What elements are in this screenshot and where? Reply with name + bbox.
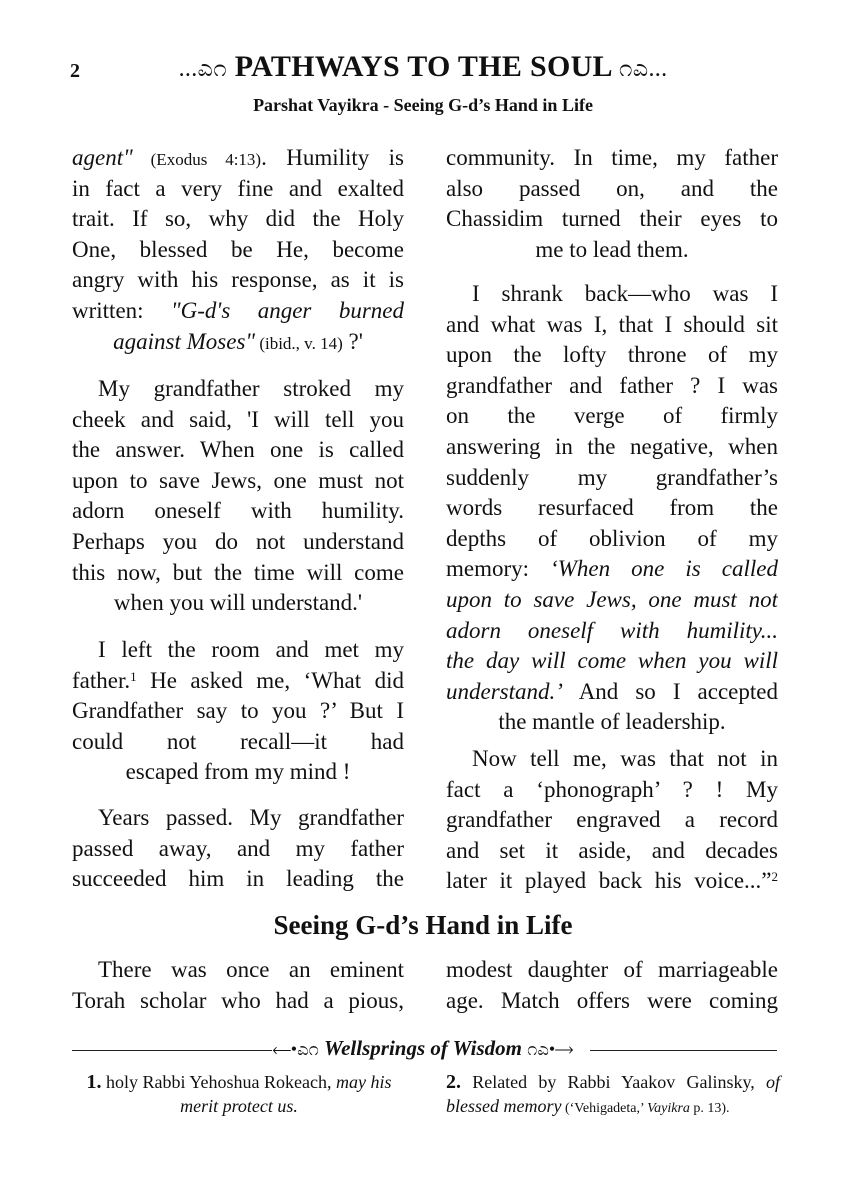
text-line — [446, 371, 778, 402]
text-line — [72, 496, 404, 527]
text-run: the answer. When one is called — [72, 437, 404, 463]
text-line — [72, 635, 404, 666]
paragraph — [72, 143, 404, 357]
text-run: Years passed. My grandfather — [98, 805, 404, 830]
text-line — [446, 463, 778, 494]
text-run: could not recall—it had — [72, 728, 404, 754]
text-line — [446, 340, 778, 371]
text-run: angry with his response, as it is — [72, 267, 404, 293]
text-line — [72, 558, 404, 589]
text-run: modest daughter of marriageable — [446, 957, 778, 982]
text-run: upon to save Jews, one must not — [72, 467, 404, 493]
text-run: answering in the negative, when — [446, 433, 778, 459]
text-line — [446, 554, 778, 585]
text-line — [446, 677, 778, 708]
paragraph — [72, 955, 404, 1016]
text-run: upon the lofty throne of my — [446, 342, 778, 368]
text-line — [72, 405, 404, 436]
text-line — [72, 435, 404, 466]
text-run: community. In time, my father — [446, 145, 778, 170]
text-run: adorn oneself with humility. — [72, 498, 404, 524]
text-line — [72, 864, 404, 895]
footnote-italic: of blessed memory — [446, 1072, 780, 1116]
text-line — [446, 235, 778, 266]
text-run: . Humility is — [261, 145, 404, 170]
text-line — [72, 374, 404, 405]
text-line — [446, 775, 778, 806]
footnote-italic: may his merit protect us. — [180, 1072, 392, 1116]
text-run: grandfather and father ? I was — [446, 372, 778, 398]
subtitle: Parshat Vayikra - Seeing G-d’s Hand in Life — [253, 95, 593, 115]
text-line — [72, 174, 404, 205]
text-run: upon to save Jews, one must not — [446, 586, 778, 612]
paragraph — [446, 143, 778, 265]
text-run: My grandfather stroked my — [98, 376, 404, 401]
text-run: And so I accepted — [562, 678, 778, 704]
paragraph — [72, 635, 404, 788]
text-run: grandfather engraved a record — [446, 807, 778, 833]
text-run: and what was I, that I should sit — [446, 311, 778, 337]
text-line — [446, 836, 778, 867]
text-run: Now tell me, was that not in — [472, 746, 778, 771]
text-run: There was once an eminent — [98, 957, 404, 982]
text-line — [72, 296, 404, 327]
footnote-ref: 2 — [771, 869, 778, 885]
text-line — [72, 204, 404, 235]
text-run: suddenly my grandfather’s — [446, 464, 778, 490]
footnote-source: (‘Vehigadeta,’ — [561, 1101, 648, 1116]
text-run: (ibid., v. 14) — [255, 333, 343, 353]
text-line — [446, 646, 778, 677]
text-line — [72, 143, 404, 174]
text-run: later it played back his voice...” — [446, 868, 772, 894]
text-line — [72, 327, 404, 358]
text-run: passed away, and my father — [72, 835, 404, 861]
footnote-text: Related by Rabbi Yaakov Galinsky, — [461, 1072, 766, 1092]
text-line — [72, 834, 404, 865]
text-run: fact a ‘phonograph’ ? ! My — [446, 776, 778, 802]
paragraph — [446, 744, 778, 897]
text-run: the mantle of leadership. — [498, 709, 726, 735]
text-line — [72, 466, 404, 497]
ornament-right-icon: ೧ಎ... — [619, 56, 668, 82]
text-run: when you will understand.' — [113, 590, 363, 616]
paragraph — [446, 955, 778, 1016]
text-line — [72, 235, 404, 266]
text-run: cheek and said, 'I will tell you — [72, 406, 404, 432]
text-line — [446, 866, 778, 897]
text-run: Perhaps you do not understand — [72, 528, 404, 554]
text-line — [446, 744, 778, 775]
text-line — [446, 432, 778, 463]
text-line — [446, 986, 778, 1017]
text-run: also passed on, and the — [446, 175, 778, 201]
text-run: words resurfaced from the — [446, 495, 778, 521]
footnote-2 — [446, 1070, 780, 1121]
text-line — [72, 757, 404, 788]
text-line — [72, 527, 404, 558]
text-line — [446, 493, 778, 524]
text-run: in fact a very fine and exalted — [72, 175, 404, 201]
text-line — [446, 143, 778, 174]
text-line — [72, 727, 404, 758]
text-line — [446, 955, 778, 986]
text-run: father. — [72, 667, 131, 693]
text-line — [446, 616, 778, 647]
text-run: understand.’ — [446, 678, 563, 704]
footnote-ref: 1 — [130, 668, 137, 684]
text-run: me to lead them. — [535, 236, 689, 262]
text-run: ?' — [342, 328, 363, 354]
footnote-1 — [72, 1070, 406, 1118]
text-run: I left the room and met my — [98, 637, 404, 662]
footnote-text: holy Rabbi Yehoshua Rokeach, — [101, 1072, 336, 1092]
text-line — [72, 666, 404, 697]
text-run: adorn oneself with humility... — [446, 617, 778, 643]
text-line — [72, 803, 404, 834]
text-run: (Exodus 4:13) — [132, 150, 262, 169]
text-line — [446, 174, 778, 205]
text-run: One, blessed be He, become — [72, 236, 404, 262]
text-line — [446, 805, 778, 836]
text-line — [72, 955, 404, 986]
text-run: trait. If so, why did the Holy — [72, 206, 404, 232]
text-run: and set it aside, and decades — [446, 837, 778, 863]
footnote-number: 1. — [86, 1071, 102, 1093]
text-run: against Moses" — [113, 328, 256, 354]
text-run: "G-d's anger burned — [170, 297, 404, 323]
text-run: Grandfather say to you ?’ But I — [72, 698, 404, 724]
text-run: succeeded him in leading the — [72, 866, 404, 892]
running-title — [0, 50, 846, 84]
text-run: on the verge of firmly — [446, 403, 778, 429]
text-run: the day will come when you will — [446, 648, 778, 674]
text-line — [446, 524, 778, 555]
text-run: depths of oblivion of my — [446, 525, 778, 551]
footnote-source-italic: Vayikra — [647, 1101, 690, 1116]
text-run: agent" — [72, 145, 133, 170]
paragraph — [72, 374, 404, 619]
banner-text: Wellsprings of Wisdom — [324, 1036, 522, 1060]
text-run: this now, but the time will come — [72, 559, 404, 585]
paragraph — [446, 279, 778, 738]
text-line — [446, 707, 778, 738]
page-number: 2 — [70, 60, 80, 82]
text-line — [72, 986, 404, 1017]
text-run: I shrank back—who was I — [472, 281, 778, 306]
paragraph — [72, 803, 404, 895]
text-run: Torah scholar who had a pious, — [72, 987, 404, 1013]
text-line — [446, 204, 778, 235]
book-title: PATHWAYS TO THE SOUL — [234, 50, 612, 83]
text-line — [446, 585, 778, 616]
text-run: ‘When one is called — [550, 556, 778, 582]
text-run: He asked me, ‘What did — [136, 667, 404, 693]
ornament-left-icon: ⟵•ಎ೧ — [272, 1039, 319, 1059]
footnote-number: 2. — [446, 1071, 461, 1093]
text-run: escaped from my mind ! — [125, 759, 351, 785]
text-line — [72, 588, 404, 619]
footer-banner — [0, 1036, 846, 1061]
text-line — [72, 696, 404, 727]
text-run: age. Match offers were coming — [446, 987, 778, 1013]
text-run: written: — [72, 297, 171, 323]
section-heading: Seeing G-d’s Hand in Life — [273, 910, 573, 940]
text-line — [446, 279, 778, 310]
text-line — [446, 310, 778, 341]
ornament-right-icon: ೧ಎ•⟶ — [527, 1039, 574, 1059]
ornament-left-icon: ...ಎ೧ — [178, 56, 227, 82]
footnote-source-end: p. 13). — [689, 1101, 730, 1116]
text-line — [72, 265, 404, 296]
text-line — [446, 401, 778, 432]
text-run: Chassidim turned their eyes to — [446, 206, 778, 232]
text-run: memory: — [446, 556, 551, 582]
